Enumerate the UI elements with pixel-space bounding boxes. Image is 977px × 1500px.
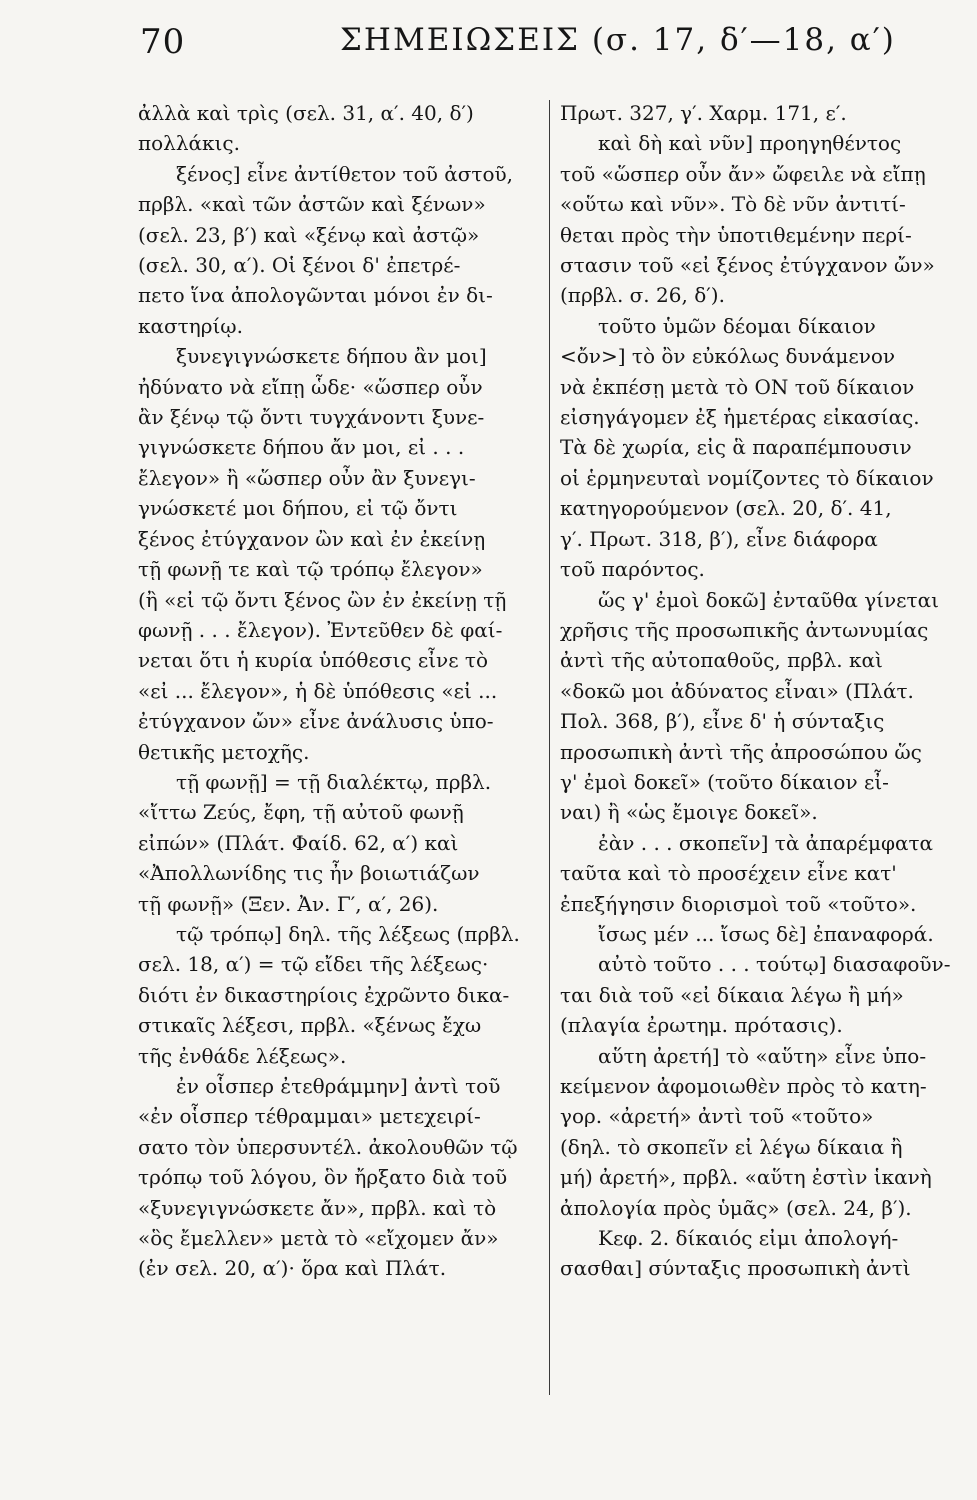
text-line: στικαῖς λέξεσι, πρβλ. «ξένως ἔχω bbox=[138, 1013, 482, 1038]
text-line: γορ. «ἀρετή» ἀντὶ τοῦ «τοῦτο» bbox=[560, 1104, 874, 1129]
text-line: «ξυνεγιγνώσκετε ἄν», πρβλ. καὶ τὸ bbox=[138, 1195, 497, 1220]
text-line: αὐτὸ τοῦτο . . . τούτῳ] διασαφοῦν- bbox=[598, 952, 951, 977]
text-line: ὥς γ' ἐμοὶ δοκῶ] ἐνταῦθα γίνεται bbox=[598, 587, 939, 612]
text-line: ἠδύνατο νὰ εἴπῃ ὧδε· «ὥσπερ οὖν bbox=[138, 374, 483, 399]
text-line: προσωπικὴ ἀντὶ τῆς ἀπροσώπου ὥς bbox=[560, 739, 922, 764]
text-line: ἐπεξήγησιν διορισμοὶ τοῦ «τοῦτο». bbox=[560, 891, 917, 916]
left-column bbox=[138, 98, 540, 1284]
text-line: (ἐν σελ. 20, α′)· ὅρα καὶ Πλάτ. bbox=[138, 1256, 447, 1281]
text-line: Πρωτ. 327, γ′. Χαρμ. 171, ε′. bbox=[560, 101, 847, 125]
text-line: χρῆσις τῆς προσωπικῆς ἀντωνυμίας bbox=[560, 617, 929, 642]
text-line: «ὃς ἔμελλεν» μετὰ τὸ «εἴχομεν ἄν» bbox=[138, 1226, 499, 1251]
text-line: τοῦτο ὑμῶν δέομαι δίκαιον bbox=[598, 313, 876, 338]
text-line: κατηγορούμενον (σελ. 20, δ′. 41, bbox=[560, 496, 892, 521]
text-line: φωνῇ . . . ἔλεγον). Ἐντεῦθεν δὲ φαί- bbox=[138, 617, 503, 642]
text-line: κείμενον ἀφομοιωθὲν πρὸς τὸ κατη- bbox=[560, 1074, 927, 1098]
text-line: θετικῆς μετοχῆς. bbox=[138, 739, 310, 764]
text-line: γνώσκετέ μοι δήπου, εἰ τῷ ὄντι bbox=[138, 496, 458, 521]
text-line: ται διὰ τοῦ «εἰ δίκαια λέγω ἢ μή» bbox=[560, 982, 904, 1007]
text-line: σατο τὸν ὑπερσυντέλ. ἀκολουθῶν τῷ bbox=[138, 1134, 518, 1159]
text-line: γιγνώσκετε δήπου ἄν μοι, εἰ . . . bbox=[138, 435, 465, 460]
text-line: «ἐν οἷσπερ τέθραμμαι» μετεχειρί- bbox=[138, 1104, 481, 1129]
text-line: τῇ φωνῇ τε καὶ τῷ τρόπῳ ἔλεγον» bbox=[138, 557, 483, 582]
text-line: ἀντὶ τῆς αὐτοπαθοῦς, πρβλ. καὶ bbox=[560, 648, 883, 673]
text-line: (ἢ «εἰ τῷ ὄντι ξένος ὢν ἐν ἐκείνῃ τῇ bbox=[138, 587, 507, 612]
text-line: «εἰ ... ἔλεγον», ἡ δὲ ὑπόθεσις «εἰ ... bbox=[138, 678, 498, 703]
text-line: τῆς ἐνθάδε λέξεως». bbox=[138, 1043, 347, 1068]
text-line: τοῦ «ὥσπερ οὖν ἄν» ὤφειλε νὰ εἴπῃ bbox=[560, 161, 926, 186]
text-line: καστηρίῳ. bbox=[138, 313, 243, 338]
text-line: εἰσηγάγομεν ἐξ ἡμετέρας εἰκασίας. bbox=[560, 405, 920, 430]
text-line: διότι ἐν δικαστηρίοις ἐχρῶντο δικα- bbox=[138, 982, 510, 1007]
text-line: γ′. Πρωτ. 318, β′), εἶνε διάφορα bbox=[560, 526, 878, 551]
text-line: Πολ. 368, β′), εἶνε δ' ἡ σύνταξις bbox=[560, 709, 885, 734]
text-line: <ὄν>] τὸ ὂν εὐκόλως δυνάμενον bbox=[560, 344, 896, 369]
text-line: (πρβλ. σ. 26, δ′). bbox=[560, 283, 725, 308]
text-line: ναι) ἢ «ὡς ἔμοιγε δοκεῖ». bbox=[560, 800, 818, 825]
text-line: (σελ. 30, α′). Οἱ ξένοι δ' ἐπετρέ- bbox=[138, 253, 461, 278]
text-line: «Ἀπολλωνίδης τις ἦν βοιωτιάζων bbox=[138, 861, 480, 886]
page-number: 70 bbox=[140, 22, 186, 62]
text-line: «δοκῶ μοι ἀδύνατος εἶναι» (Πλάτ. bbox=[560, 678, 914, 703]
text-line: ἐν οἷσπερ ἐτεθράμμην] ἀντὶ τοῦ bbox=[176, 1074, 501, 1098]
text-line: ξένος] εἶνε ἀντίθετον τοῦ ἀστοῦ, bbox=[176, 161, 514, 186]
text-line: ἐτύγχανον ὤν» εἶνε ἀνάλυσις ὑπο- bbox=[138, 709, 494, 734]
text-line: τοῦ παρόντος. bbox=[560, 557, 705, 582]
text-line: πετο ἵνα ἀπολογῶνται μόνοι ἐν δι- bbox=[138, 283, 493, 308]
text-line: αὕτη ἀρετή] τὸ «αὕτη» εἶνε ὑπο- bbox=[598, 1043, 927, 1068]
text-line: νεται ὅτι ἡ κυρία ὑπόθεσις εἶνε τὸ bbox=[138, 648, 489, 673]
page-header bbox=[140, 22, 937, 72]
text-line: Τὰ δὲ χωρία, εἰς ἃ παραπέμπουσιν bbox=[560, 435, 912, 460]
running-title: ΣΗΜΕΙΩΣΕΙΣ (σ. 17, δ′—18, α′) bbox=[340, 22, 896, 58]
text-line: τῇ φωνῇ] = τῇ διαλέκτῳ, πρβλ. bbox=[176, 769, 492, 794]
text-line: ἐὰν . . . σκοπεῖν] τὰ ἀπαρέμφατα bbox=[598, 830, 934, 855]
text-line: μή) ἀρετή», πρβλ. «αὕτη ἐστὶν ἱκανὴ bbox=[560, 1165, 932, 1190]
text-line: ἔλεγον» ἢ «ὥσπερ οὖν ἂν ξυνεγι- bbox=[138, 465, 476, 490]
text-line: ἀλλὰ καὶ τρὶς (σελ. 31, α′. 40, δ′) bbox=[138, 101, 474, 125]
text-line: καὶ δὴ καὶ νῦν] προηγηθέντος bbox=[598, 131, 902, 156]
text-line: ἂν ξένῳ τῷ ὄντι τυγχάνοντι ξυνε- bbox=[138, 405, 485, 430]
text-line: πολλάκις. bbox=[138, 131, 240, 156]
text-line: σελ. 18, α′) = τῷ εἴδει τῆς λέξεως· bbox=[138, 952, 489, 977]
text-line: τῷ τρόπῳ] δηλ. τῆς λέξεως (πρβλ. bbox=[176, 921, 520, 946]
text-line: ταῦτα καὶ τὸ προσέχειν εἶνε κατ' bbox=[560, 861, 897, 886]
column-divider bbox=[549, 100, 550, 1395]
text-line: ἴσως μέν ... ἴσως δὲ] ἐπαναφορά. bbox=[598, 921, 934, 946]
text-line: «ἴττω Ζεύς, ἔφη, τῇ αὐτοῦ φωνῇ bbox=[138, 800, 464, 825]
text-line: ξυνεγιγνώσκετε δήπου ἂν μοι] bbox=[176, 344, 487, 369]
text-line: εἰπών» (Πλάτ. Φαίδ. 62, α′) καὶ bbox=[138, 830, 459, 855]
text-line: στασιν τοῦ «εἰ ξένος ἐτύγχανον ὤν» bbox=[560, 253, 935, 278]
text-line: πρβλ. «καὶ τῶν ἀστῶν καὶ ξένων» bbox=[138, 192, 486, 217]
text-line: «οὕτω καὶ νῦν». Τὸ δὲ νῦν ἀντιτί- bbox=[560, 192, 906, 217]
text-line: τῇ φωνῇ» (Ξεν. Ἀν. Γ′, α′, 26). bbox=[138, 891, 439, 916]
text-line: Κεφ. 2. δίκαιός εἰμι ἀπολογή- bbox=[598, 1226, 899, 1251]
right-column bbox=[560, 98, 965, 1284]
text-line: (δηλ. τὸ σκοπεῖν εἰ λέγω δίκαια ἢ bbox=[560, 1134, 903, 1159]
text-line: νὰ ἐκπέσῃ μετὰ τὸ ΟΝ τοῦ δίκαιον bbox=[560, 374, 915, 399]
text-line: γ' ἐμοὶ δοκεῖ» (τοῦτο δίκαιον εἶ- bbox=[560, 769, 889, 794]
text-line: ἀπολογία πρὸς ὑμᾶς» (σελ. 24, β′). bbox=[560, 1195, 912, 1220]
text-line: θεται πρὸς τὴν ὑποτιθεμένην περί- bbox=[560, 222, 912, 247]
text-line: ξένος ἐτύγχανον ὢν καὶ ἐν ἐκείνῃ bbox=[138, 526, 486, 551]
text-line: οἱ ἑρμηνευταὶ νομίζοντες τὸ δίκαιον bbox=[560, 465, 934, 490]
text-line: τρόπῳ τοῦ λόγου, ὃν ἤρξατο διὰ τοῦ bbox=[138, 1165, 508, 1190]
text-line: (σελ. 23, β′) καὶ «ξένῳ καὶ ἀστῷ» bbox=[138, 222, 480, 247]
text-line: (πλαγία ἐρωτημ. πρότασις). bbox=[560, 1013, 843, 1038]
text-line: σασθαι] σύνταξις προσωπικὴ ἀντὶ bbox=[560, 1256, 911, 1281]
